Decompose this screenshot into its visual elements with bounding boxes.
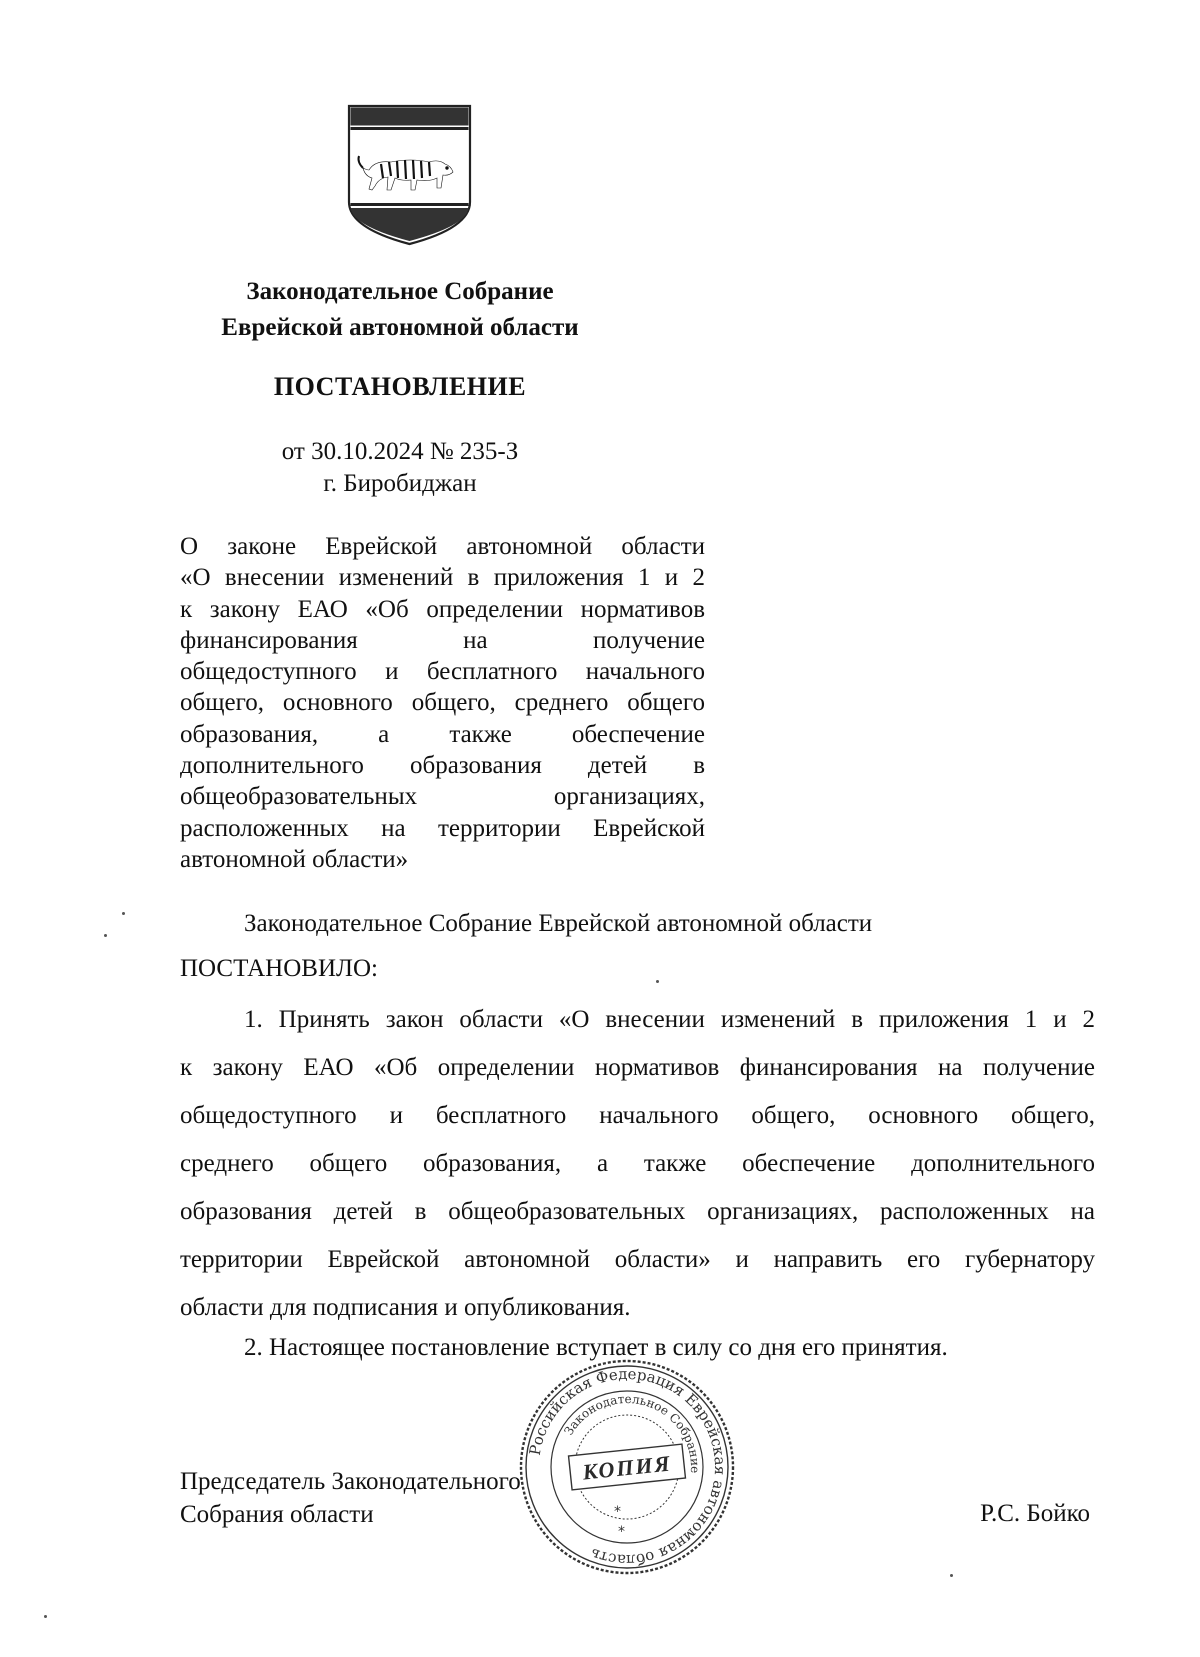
- subject-line: финансирования на получение: [180, 626, 705, 654]
- signatory-title-line: Председатель Законодательного: [180, 1468, 521, 1495]
- signatory-title: [180, 1465, 521, 1531]
- official-stamp-icon: [518, 1358, 736, 1576]
- paragraph-line: 1. Принять закон области «О внесении изменений в приложения 1 и 2: [244, 1006, 1095, 1033]
- scan-speck: [656, 980, 659, 983]
- document-subject: [180, 531, 705, 875]
- scan-speck: [950, 1574, 953, 1577]
- subject-line: автономной области»: [180, 845, 409, 873]
- subject-line: «О внесении изменений в приложения 1 и 2: [180, 564, 705, 592]
- stamp-center-word: КОПИЯ: [581, 1450, 673, 1485]
- subject-line: общего, основного общего, среднего общего: [180, 689, 705, 717]
- paragraph-line: 2. Настоящее постановление вступает в силу со дня его принятия.: [244, 1334, 948, 1361]
- paragraph-line: к закону ЕАО «Об определении нормативов финансирования на получение: [180, 1054, 1095, 1081]
- paragraph-line: общедоступного и бесплатного начального общего, основного общего,: [180, 1102, 1095, 1129]
- paragraph-line: области для подписания и опубликования.: [180, 1294, 631, 1321]
- subject-line: общедоступного и бесплатного начального: [180, 658, 705, 686]
- signatory-title-line: Собрания области: [180, 1501, 374, 1528]
- organization-region: Еврейской автономной области: [221, 314, 579, 341]
- signatory-name: Р.С. Бойко: [980, 1500, 1090, 1527]
- resolved-heading: ПОСТАНОВИЛО:: [180, 955, 378, 982]
- paragraph-line: среднего общего образования, а также обеспечение дополнительного: [180, 1150, 1095, 1177]
- stamp-star-icon: *: [618, 1524, 625, 1540]
- document-date-number: от 30.10.2024 № 235-З: [281, 438, 519, 465]
- stamp-star-icon: *: [614, 1504, 621, 1520]
- subject-line: общеобразовательных организациях,: [180, 783, 705, 811]
- paragraph-line: образования детей в общеобразовательных организациях, расположенных на: [180, 1198, 1095, 1225]
- organization-name: Законодательное Собрание: [246, 278, 554, 305]
- subject-line: к закону ЕАО «Об определении нормативов: [180, 595, 705, 623]
- subject-line: образования, а также обеспечение: [180, 720, 705, 748]
- paragraph-line: территории Еврейской автономной области» и направить его губернатору: [180, 1246, 1095, 1273]
- scan-speck: [104, 934, 107, 937]
- paragraph-1: [180, 996, 1095, 1332]
- stamp-inner-text: Законодательное Собрание: [561, 1391, 703, 1474]
- document-type-heading: ПОСТАНОВЛЕНИЕ: [273, 372, 527, 401]
- document-city: г. Биробиджан: [323, 470, 477, 497]
- stamp-outer-text: Российская Федерация Еврейская автономная область: [525, 1364, 730, 1570]
- subject-line: дополнительного образования детей в: [180, 752, 705, 780]
- scan-speck: [44, 1615, 47, 1618]
- subject-line: О законе Еврейской автономной области: [180, 533, 705, 560]
- preamble-text: Законодательное Собрание Еврейской автономной области: [244, 910, 873, 937]
- scan-speck: [122, 912, 125, 915]
- subject-line: расположенных на территории Еврейской: [180, 814, 705, 842]
- coat-of-arms-icon: [347, 104, 472, 246]
